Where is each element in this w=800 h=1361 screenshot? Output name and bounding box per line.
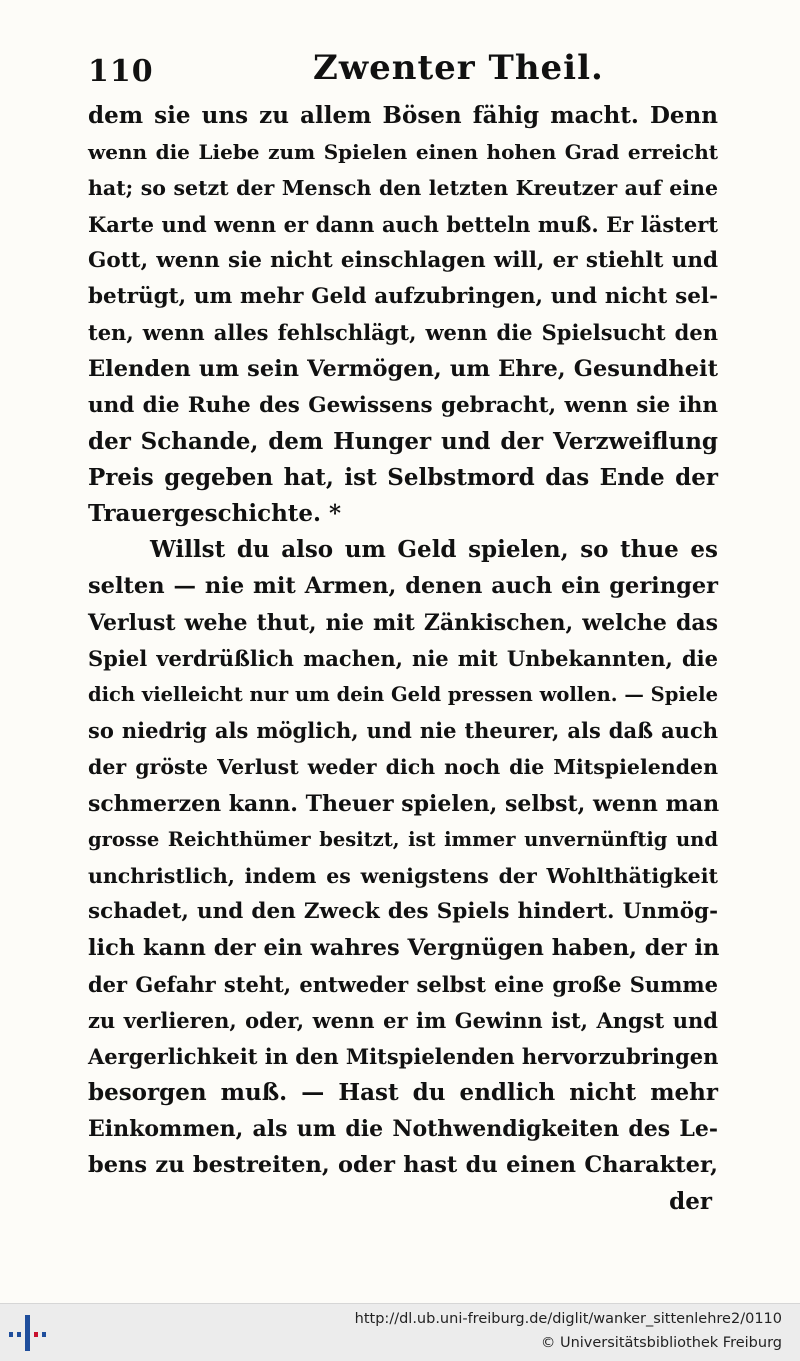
text-line: Trauergeschichte. * (88, 500, 342, 528)
text-line: Aergerlichkeit in den Mitspielenden hervorzubringen (88, 1043, 719, 1069)
permalink-url[interactable]: http://dl.ub.uni-freiburg.de/diglit/wanker_sittenlehre2/0110 (354, 1311, 782, 1327)
page-number: 110 (88, 54, 154, 89)
logo-bar (9, 1332, 13, 1337)
text-line: Karte und wenn er dann auch betteln muß. Er lästert (88, 211, 718, 237)
logo-bar (42, 1332, 46, 1337)
text-line: und die Ruhe des Gewissens gebracht, wenn sie ihn (88, 392, 718, 418)
text-line: Einkommen, als um die Nothwendigkeiten des Le- (88, 1116, 718, 1143)
text-line: hat; so setzt der Mensch den letzten Kreutzer auf eine (88, 176, 718, 201)
text-line: Verlust wehe thut, nie mit Zänkischen, welche das (88, 609, 718, 636)
text-line: dich vielleicht nur um dein Geld pressen wollen. — Spiele (88, 683, 718, 706)
running-head: Zwenter Theil. (313, 48, 604, 88)
text-line: Elenden um sein Vermögen, um Ehre, Gesundheit (88, 356, 718, 383)
text-line: dem sie uns zu allem Bösen fähig macht. Denn (88, 102, 718, 129)
text-line: so niedrig als möglich, und nie theurer, als daß auch (88, 718, 718, 744)
text-line: Gott, wenn sie nicht einschlagen will, er stiehlt und (88, 247, 718, 273)
text-line: schadet, und den Zweck des Spiels hindert. Unmög- (88, 899, 718, 925)
text-line: unchristlich, indem es wenigstens der Wohlthätigkeit (88, 863, 718, 888)
text-line: der Gefahr steht, entweder selbst eine große Summe (88, 971, 718, 997)
logo-bar (25, 1315, 30, 1351)
text-line: zu verlieren, oder, wenn er im Gewinn ist, Angst und (88, 1007, 718, 1033)
text-line: bens zu bestreiten, oder hast du einen Charakter, (88, 1152, 718, 1179)
viewer-footer (0, 1303, 800, 1361)
paragraph-first-line: Willst du also um Geld spielen, so thue es (150, 536, 718, 564)
text-line: Spiel verdrüßlich machen, nie mit Unbekannten, die (88, 645, 718, 671)
body-text (88, 98, 718, 1220)
text-line: betrügt, um mehr Geld aufzubringen, und nicht sel- (88, 283, 718, 309)
text-line: Preis gegeben hat, ist Selbstmord das Ende der (88, 463, 718, 491)
text-line: wenn die Liebe zum Spielen einen hohen Grad erreicht (88, 140, 718, 165)
text-line: lich kann der ein wahres Vergnügen haben, der in (88, 935, 720, 962)
text-line: selten — nie mit Armen, denen auch ein geringer (88, 573, 718, 600)
logo-bar (34, 1332, 38, 1337)
text-line: ten, wenn alles fehlschlägt, wenn die Spielsucht den (88, 320, 718, 346)
ub-freiburg-logo-icon[interactable] (6, 1312, 50, 1354)
catchword: der (669, 1187, 712, 1215)
text-line: grosse Reichthümer besitzt, ist immer unvernünftig und (88, 827, 718, 851)
text-line: der Schande, dem Hunger und der Verzweiflung (88, 427, 718, 455)
page-header (88, 48, 718, 98)
copyright-notice: © Universitätsbibliothek Freiburg (540, 1335, 782, 1351)
text-line: schmerzen kann. Theuer spielen, selbst, wenn man (88, 790, 720, 817)
logo-bar (17, 1332, 21, 1337)
text-line: der gröste Verlust weder dich noch die Mitspielenden (88, 755, 718, 780)
text-line: besorgen muß. — Hast du endlich nicht mehr (88, 1079, 718, 1107)
